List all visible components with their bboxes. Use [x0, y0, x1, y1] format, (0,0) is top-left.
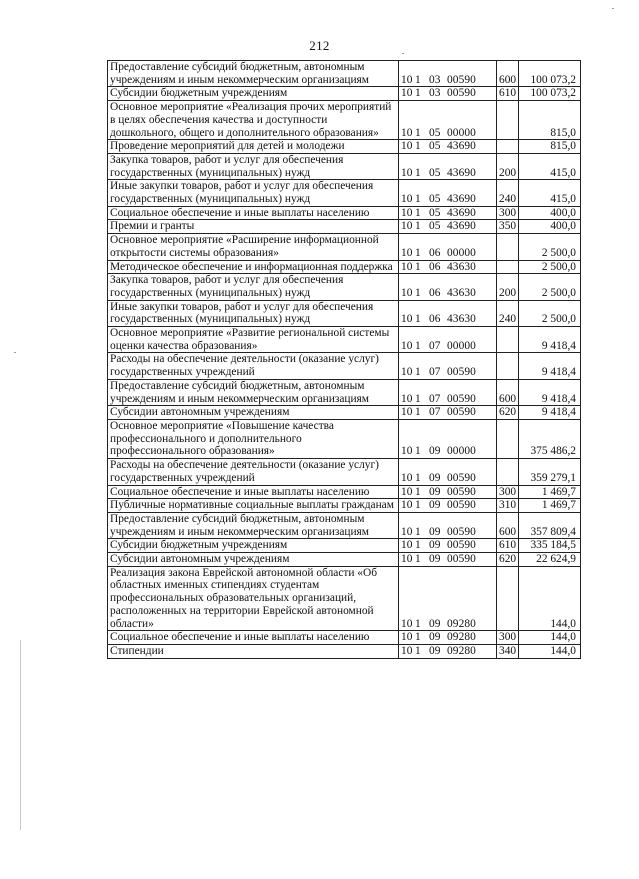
code-part: 00590 — [447, 525, 476, 538]
row-code — [399, 300, 497, 326]
code-part: 09 — [429, 525, 441, 538]
code-part: 00590 — [447, 539, 476, 552]
code-part: 43690 — [447, 206, 476, 219]
row-amount: 22 624,9 — [519, 553, 581, 567]
row-code — [399, 499, 497, 513]
code-part: 09 — [429, 617, 441, 630]
row-name: Предоставление субсидий бюджетным, автономным учреждениям и иным некоммерческим организациям — [108, 379, 399, 405]
code-part: 1 — [415, 339, 421, 352]
row-name: Закупка товаров, работ и услуг для обеспечения государственных (муниципальных) нужд — [108, 153, 399, 179]
code-part: 05 — [429, 140, 441, 153]
code-part: 43690 — [447, 140, 476, 153]
code-part: 1 — [415, 87, 421, 100]
table-row — [108, 61, 581, 87]
row-name: Социальное обеспечение и иные выплаты населению — [108, 631, 399, 645]
code-part: 10 — [401, 392, 413, 405]
row-code — [399, 512, 497, 538]
code-part: 00000 — [447, 246, 476, 259]
code-part: 05 — [429, 206, 441, 219]
code-part: 1 — [415, 617, 421, 630]
row-amount: 2 500,0 — [519, 260, 581, 274]
row-expense-type: 300 — [497, 485, 519, 499]
code-part: 07 — [429, 406, 441, 419]
row-expense-type — [497, 327, 519, 353]
table-row — [108, 101, 581, 140]
row-amount: 815,0 — [519, 140, 581, 154]
row-code — [399, 353, 497, 379]
code-part: 03 — [429, 87, 441, 100]
code-part: 10 — [401, 366, 413, 379]
code-part: 10 — [401, 499, 413, 512]
code-part: 05 — [429, 126, 441, 139]
row-amount: 100 073,2 — [519, 87, 581, 101]
code-part: 03 — [429, 73, 441, 86]
code-part: 00590 — [447, 392, 476, 405]
row-amount: 400,0 — [519, 220, 581, 234]
code-part: 06 — [429, 246, 441, 259]
code-part: 10 — [401, 246, 413, 259]
row-expense-type — [497, 140, 519, 154]
code-part: 00000 — [447, 339, 476, 352]
row-amount: 1 469,7 — [519, 485, 581, 499]
code-part: 09 — [429, 485, 441, 498]
code-part: 1 — [415, 193, 421, 206]
row-code — [399, 101, 497, 140]
table-row — [108, 274, 581, 300]
row-name: Расходы на обеспечение деятельности (оказание услуг) государственных учреждений — [108, 459, 399, 485]
code-part: 10 — [401, 644, 413, 657]
code-part: 10 — [401, 87, 413, 100]
code-part: 1 — [415, 140, 421, 153]
code-part: 1 — [415, 631, 421, 644]
code-part: 1 — [415, 220, 421, 233]
budget-table — [107, 60, 581, 659]
row-expense-type — [497, 459, 519, 485]
row-amount: 415,0 — [519, 180, 581, 206]
row-code — [399, 459, 497, 485]
row-amount: 335 184,5 — [519, 539, 581, 553]
row-expense-type — [497, 260, 519, 274]
table-row — [108, 220, 581, 234]
row-expense-type: 240 — [497, 180, 519, 206]
code-part: 10 — [401, 73, 413, 86]
row-code — [399, 206, 497, 220]
code-part: 07 — [429, 392, 441, 405]
code-part: 10 — [401, 126, 413, 139]
row-amount: 400,0 — [519, 206, 581, 220]
scan-speck — [402, 53, 404, 54]
code-part: 09280 — [447, 617, 476, 630]
row-name: Иные закупки товаров, работ и услуг для обеспечения государственных (муниципальных) нужд — [108, 300, 399, 326]
row-amount: 359 279,1 — [519, 459, 581, 485]
code-part: 06 — [429, 286, 441, 299]
code-part: 1 — [415, 553, 421, 566]
code-part: 1 — [415, 246, 421, 259]
table-row — [108, 644, 581, 658]
code-part: 07 — [429, 366, 441, 379]
table-row — [108, 206, 581, 220]
code-part: 1 — [415, 313, 421, 326]
row-expense-type: 620 — [497, 553, 519, 567]
row-expense-type: 200 — [497, 153, 519, 179]
row-expense-type: 240 — [497, 300, 519, 326]
row-amount: 1 469,7 — [519, 499, 581, 513]
row-name: Методическое обеспечение и информационная поддержка — [108, 260, 399, 274]
row-name: Субсидии бюджетным учреждениям — [108, 539, 399, 553]
code-part: 10 — [401, 140, 413, 153]
code-part: 1 — [415, 366, 421, 379]
code-part: 10 — [401, 260, 413, 273]
code-part: 09 — [429, 445, 441, 458]
code-part: 00590 — [447, 485, 476, 498]
code-part: 10 — [401, 286, 413, 299]
code-part: 43690 — [447, 166, 476, 179]
row-expense-type — [497, 234, 519, 260]
code-part: 10 — [401, 485, 413, 498]
code-part: 1 — [415, 260, 421, 273]
table-row — [108, 327, 581, 353]
code-part: 10 — [401, 166, 413, 179]
code-part: 10 — [401, 220, 413, 233]
code-part: 10 — [401, 193, 413, 206]
table-row — [108, 631, 581, 645]
row-amount: 415,0 — [519, 153, 581, 179]
row-name: Стипендии — [108, 644, 399, 658]
code-part: 10 — [401, 471, 413, 484]
row-amount: 144,0 — [519, 566, 581, 631]
row-name: Премии и гранты — [108, 220, 399, 234]
code-part: 00000 — [447, 126, 476, 139]
code-part: 07 — [429, 339, 441, 352]
row-expense-type: 610 — [497, 87, 519, 101]
row-name: Реализация закона Еврейской автономной области «Об областных именных стипендиях студентам профессиональных образовательных организаций, расположенных на территории Еврейской автономной области» — [108, 566, 399, 631]
row-code — [399, 406, 497, 420]
code-part: 00590 — [447, 553, 476, 566]
row-code — [399, 274, 497, 300]
row-code — [399, 419, 497, 458]
row-amount: 100 073,2 — [519, 61, 581, 87]
code-part: 10 — [401, 617, 413, 630]
code-part: 1 — [415, 525, 421, 538]
code-part: 05 — [429, 166, 441, 179]
table-row — [108, 260, 581, 274]
row-expense-type: 340 — [497, 644, 519, 658]
row-amount: 144,0 — [519, 631, 581, 645]
row-code — [399, 379, 497, 405]
row-name: Предоставление субсидий бюджетным, автономным учреждениям и иным некоммерческим организациям — [108, 512, 399, 538]
code-part: 00590 — [447, 406, 476, 419]
row-expense-type — [497, 566, 519, 631]
code-part: 10 — [401, 206, 413, 219]
row-code — [399, 553, 497, 567]
row-expense-type — [497, 419, 519, 458]
code-part: 10 — [401, 406, 413, 419]
row-name: Основное мероприятие «Развитие региональной системы оценки качества образования» — [108, 327, 399, 353]
code-part: 1 — [415, 206, 421, 219]
code-part: 00590 — [447, 499, 476, 512]
row-expense-type: 350 — [497, 220, 519, 234]
code-part: 1 — [415, 445, 421, 458]
code-part: 09 — [429, 644, 441, 657]
row-expense-type: 310 — [497, 499, 519, 513]
table-row — [108, 459, 581, 485]
table-row — [108, 140, 581, 154]
row-name: Закупка товаров, работ и услуг для обеспечения государственных (муниципальных) нужд — [108, 274, 399, 300]
code-part: 10 — [401, 631, 413, 644]
row-amount: 2 500,0 — [519, 274, 581, 300]
code-part: 00590 — [447, 366, 476, 379]
code-part: 09 — [429, 553, 441, 566]
row-amount: 815,0 — [519, 101, 581, 140]
row-code — [399, 87, 497, 101]
page-number: 212 — [309, 38, 330, 53]
table-row — [108, 153, 581, 179]
code-part: 1 — [415, 485, 421, 498]
code-part: 43690 — [447, 220, 476, 233]
row-expense-type: 600 — [497, 61, 519, 87]
row-amount: 2 500,0 — [519, 234, 581, 260]
row-name: Расходы на обеспечение деятельности (оказание услуг) государственных учреждений — [108, 353, 399, 379]
code-part: 1 — [415, 471, 421, 484]
table-row — [108, 379, 581, 405]
row-code — [399, 631, 497, 645]
table-row — [108, 419, 581, 458]
row-code — [399, 327, 497, 353]
code-part: 10 — [401, 313, 413, 326]
code-part: 43630 — [447, 260, 476, 273]
row-amount: 2 500,0 — [519, 300, 581, 326]
table-row — [108, 566, 581, 631]
table-row — [108, 499, 581, 513]
row-amount: 9 418,4 — [519, 327, 581, 353]
row-name: Субсидии бюджетным учреждениям — [108, 87, 399, 101]
row-code — [399, 566, 497, 631]
code-part: 1 — [415, 406, 421, 419]
row-code — [399, 140, 497, 154]
row-name: Субсидии автономным учреждениям — [108, 553, 399, 567]
scan-speck — [612, 8, 614, 9]
row-name: Проведение мероприятий для детей и молодежи — [108, 140, 399, 154]
row-expense-type — [497, 353, 519, 379]
row-code — [399, 153, 497, 179]
code-part: 09 — [429, 539, 441, 552]
code-part: 43690 — [447, 193, 476, 206]
row-name: Публичные нормативные социальные выплаты гражданам — [108, 499, 399, 513]
code-part: 06 — [429, 260, 441, 273]
row-code — [399, 644, 497, 658]
code-part: 09 — [429, 499, 441, 512]
code-part: 1 — [415, 126, 421, 139]
row-code — [399, 234, 497, 260]
row-name: Иные закупки товаров, работ и услуг для обеспечения государственных (муниципальных) нужд — [108, 180, 399, 206]
row-amount: 9 418,4 — [519, 406, 581, 420]
table-row — [108, 406, 581, 420]
table-row — [108, 87, 581, 101]
table-row — [108, 485, 581, 499]
code-part: 00590 — [447, 73, 476, 86]
row-amount: 9 418,4 — [519, 353, 581, 379]
code-part: 09280 — [447, 631, 476, 644]
row-name: Основное мероприятие «Повышение качества профессионального и дополнительного профессионального образования» — [108, 419, 399, 458]
table-row — [108, 300, 581, 326]
row-code — [399, 485, 497, 499]
code-part: 1 — [415, 166, 421, 179]
row-amount: 9 418,4 — [519, 379, 581, 405]
code-part: 10 — [401, 445, 413, 458]
table-row — [108, 180, 581, 206]
code-part: 05 — [429, 193, 441, 206]
code-part: 43630 — [447, 313, 476, 326]
row-name: Социальное обеспечение и иные выплаты населению — [108, 206, 399, 220]
row-expense-type: 610 — [497, 539, 519, 553]
row-name: Предоставление субсидий бюджетным, автономным учреждениям и иным некоммерческим организациям — [108, 61, 399, 87]
table-row — [108, 512, 581, 538]
code-part: 1 — [415, 73, 421, 86]
code-part: 1 — [415, 392, 421, 405]
row-expense-type — [497, 101, 519, 140]
margin-scan-line — [20, 640, 21, 830]
row-code — [399, 180, 497, 206]
table-row — [108, 353, 581, 379]
row-expense-type: 300 — [497, 206, 519, 220]
code-part: 10 — [401, 525, 413, 538]
row-expense-type: 620 — [497, 406, 519, 420]
table-row — [108, 234, 581, 260]
code-part: 00590 — [447, 471, 476, 484]
row-name: Социальное обеспечение и иные выплаты населению — [108, 485, 399, 499]
code-part: 1 — [415, 644, 421, 657]
table-row — [108, 539, 581, 553]
row-expense-type: 300 — [497, 631, 519, 645]
code-part: 09 — [429, 631, 441, 644]
code-part: 09280 — [447, 644, 476, 657]
row-name: Субсидии автономным учреждениям — [108, 406, 399, 420]
row-expense-type: 200 — [497, 274, 519, 300]
row-expense-type: 600 — [497, 379, 519, 405]
code-part: 06 — [429, 313, 441, 326]
scan-speck — [14, 352, 16, 353]
row-name: Основное мероприятие «Реализация прочих мероприятий в целях обеспечения качества и доступности дошкольного, общего и дополнительного образования» — [108, 101, 399, 140]
code-part: 05 — [429, 220, 441, 233]
code-part: 1 — [415, 539, 421, 552]
row-amount: 144,0 — [519, 644, 581, 658]
budget-table-body — [108, 61, 581, 659]
code-part: 00000 — [447, 445, 476, 458]
code-part: 09 — [429, 471, 441, 484]
row-code — [399, 260, 497, 274]
code-part: 10 — [401, 553, 413, 566]
code-part: 43630 — [447, 286, 476, 299]
row-amount: 375 486,2 — [519, 419, 581, 458]
code-part: 00590 — [447, 87, 476, 100]
code-part: 10 — [401, 539, 413, 552]
table-row — [108, 553, 581, 567]
row-amount: 357 809,4 — [519, 512, 581, 538]
row-name: Основное мероприятие «Расширение информационной открытости системы образования» — [108, 234, 399, 260]
code-part: 1 — [415, 286, 421, 299]
code-part: 10 — [401, 339, 413, 352]
row-expense-type: 600 — [497, 512, 519, 538]
row-code — [399, 539, 497, 553]
row-code — [399, 220, 497, 234]
code-part: 1 — [415, 499, 421, 512]
row-code — [399, 61, 497, 87]
